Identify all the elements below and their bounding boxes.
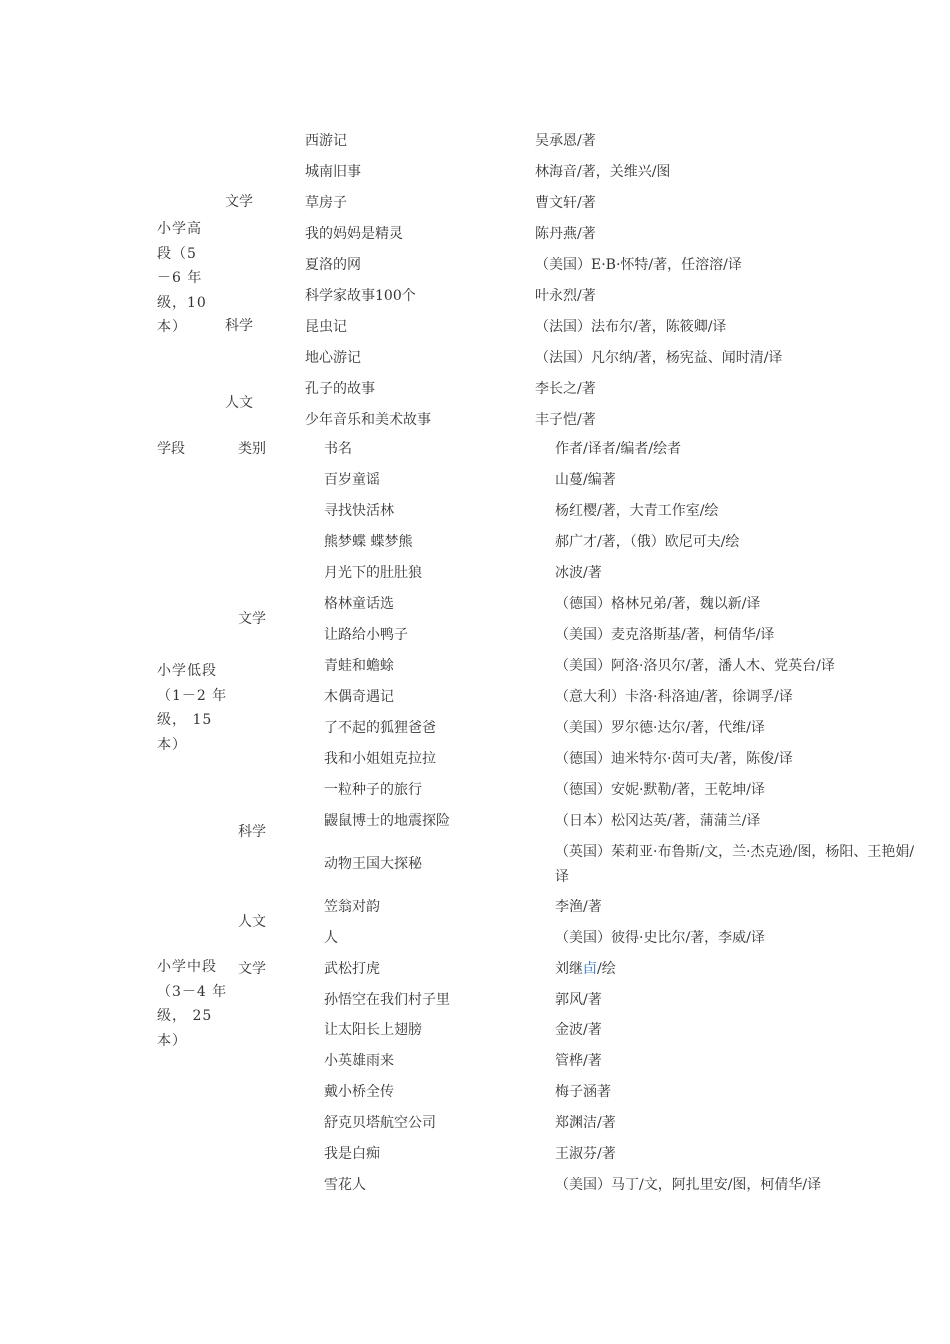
stage-line: 本）	[157, 736, 187, 753]
book-author-line: （英国）茱莉亚·布鲁斯/文，兰·杰克逊/图，杨阳、王艳娟/	[555, 844, 915, 860]
stage-line: －6 年	[157, 270, 203, 286]
book-title: 一粒种子的旅行	[324, 782, 422, 798]
book-title: 让太阳长上翅膀	[324, 1022, 422, 1038]
book-author: （美国）罗尔德·达尔/著，代维/译	[555, 720, 765, 736]
book-author-line: 译	[555, 869, 569, 885]
book-author: （德国）迪米特尔·茵可夫/著，陈俊/译	[555, 751, 793, 767]
book-author: 王淑芬/著	[555, 1146, 616, 1162]
stage-line: 段（5	[157, 245, 197, 262]
stage-cell-mid	[157, 955, 227, 1053]
category-literature: 文学	[238, 611, 266, 627]
stage-line: 本）	[157, 319, 187, 335]
book-title: 武松打虎	[324, 961, 380, 977]
book-title: 格林童话选	[324, 596, 394, 612]
book-author: （意大利）卡洛·科洛迪/著，徐调孚/译	[555, 689, 793, 705]
book-title: 了不起的狐狸爸爸	[324, 720, 436, 736]
header-stage: 学段	[157, 441, 185, 457]
stage-line: 本）	[157, 1032, 187, 1049]
book-author: 管桦/著	[555, 1053, 602, 1069]
book-title: 西游记	[305, 133, 347, 149]
category-science: 科学	[225, 318, 253, 334]
book-author: （德国）安妮·默勒/著，王乾坤/译	[555, 782, 765, 798]
book-title: 小英雄雨来	[324, 1053, 394, 1069]
category-science: 科学	[238, 824, 266, 840]
book-author: （美国）E·B·怀特/著，任溶溶/译	[535, 257, 742, 273]
book-author: 李长之/著	[535, 381, 596, 397]
book-author: 山蔓/编著	[555, 472, 616, 488]
book-title: 我和小姐姐克拉拉	[324, 751, 436, 767]
book-title: 我的妈妈是精灵	[305, 226, 403, 242]
author-part: 刘继	[555, 961, 583, 977]
stage-line: （1－2 年	[157, 687, 228, 704]
book-author: （德国）格林兄弟/著，魏以新/译	[555, 596, 761, 612]
stage-line: 级， 15	[157, 712, 213, 728]
book-title: 青蛙和蟾蜍	[324, 658, 394, 674]
stage-line: 小学中段	[157, 959, 217, 975]
book-title: 让路给小鸭子	[324, 627, 408, 643]
book-author: 冰波/著	[555, 565, 602, 581]
book-title: 孙悟空在我们村子里	[324, 992, 450, 1008]
book-author: （美国）阿洛·洛贝尔/著，潘人木、党英台/译	[555, 658, 835, 674]
stage-line: 小学低段	[157, 663, 217, 679]
stage-line: （3－4 年	[157, 983, 228, 1000]
stage-cell-low	[157, 659, 227, 757]
book-author: 郭风/著	[555, 992, 602, 1008]
book-author: 郝广才/著，（俄）欧尼可夫/绘	[555, 534, 740, 550]
book-title: 昆虫记	[305, 319, 347, 335]
book-author: 叶永烈/著	[535, 288, 596, 304]
book-title: 月光下的肚肚狼	[324, 565, 422, 581]
category-literature: 文学	[225, 194, 253, 210]
book-author: 李渔/著	[555, 899, 602, 915]
book-title: 少年音乐和美术故事	[305, 412, 431, 428]
book-title: 动物王国大探秘	[324, 856, 422, 872]
book-author: （日本）松冈达英/著，蒲蒲兰/译	[555, 813, 761, 829]
book-title: 孔子的故事	[305, 381, 375, 397]
stage-line: 小学高	[157, 221, 202, 237]
book-title: 鼹鼠博士的地震探险	[324, 813, 450, 829]
book-title: 舒克贝塔航空公司	[324, 1115, 436, 1131]
book-title: 戴小桥全传	[324, 1084, 394, 1100]
book-author: 林海音/著，关维兴/图	[535, 164, 671, 180]
book-author: 金波/著	[555, 1022, 602, 1038]
book-title: 百岁童谣	[324, 472, 380, 488]
book-title: 草房子	[305, 195, 347, 211]
book-author: （美国）马丁/文，阿扎里安/图，柯倩华/译	[555, 1177, 822, 1193]
book-author: （美国）彼得·史比尔/著，李威/译	[555, 930, 765, 946]
book-title: 科学家故事100个	[305, 288, 416, 304]
category-humanities: 人文	[225, 395, 253, 411]
book-author	[555, 961, 616, 977]
book-author: 梅子涵著	[555, 1084, 611, 1100]
book-author: （美国）麦克洛斯基/著，柯倩华/译	[555, 627, 775, 643]
book-author: 杨红樱/著，大青工作室/绘	[555, 503, 719, 519]
book-author: 吴承恩/著	[535, 133, 596, 149]
book-author: 郑渊洁/著	[555, 1115, 616, 1131]
book-title: 夏洛的网	[305, 257, 361, 273]
header-title: 书名	[324, 441, 352, 457]
author-part: /绘	[597, 961, 616, 977]
author-highlight: 卣	[583, 961, 597, 977]
book-author: （法国）凡尔纳/著，杨宪益、闻时清/译	[535, 350, 783, 366]
category-humanities: 人文	[238, 914, 266, 930]
book-title: 我是白痴	[324, 1146, 380, 1162]
book-title: 城南旧事	[305, 164, 361, 180]
book-title: 人	[324, 930, 338, 946]
category-literature: 文学	[238, 961, 266, 977]
book-title: 地心游记	[305, 350, 361, 366]
stage-cell-high	[157, 217, 207, 340]
header-category: 类别	[238, 441, 266, 457]
book-title: 木偶奇遇记	[324, 689, 394, 705]
stage-line: 级， 25	[157, 1008, 213, 1024]
book-title: 雪花人	[324, 1177, 366, 1193]
book-title: 笠翁对韵	[324, 899, 380, 915]
header-author: 作者/译者/编者/绘者	[555, 441, 682, 457]
stage-line: 级，10	[157, 294, 207, 311]
book-author: 曹文轩/著	[535, 195, 596, 211]
book-author: 丰子恺/著	[535, 412, 596, 428]
book-title: 寻找快活林	[324, 503, 394, 519]
book-author: （法国）法布尔/著，陈筱卿/译	[535, 319, 727, 335]
book-title: 熊梦蝶 蝶梦熊	[324, 534, 413, 550]
book-author: 陈丹燕/著	[535, 226, 596, 242]
